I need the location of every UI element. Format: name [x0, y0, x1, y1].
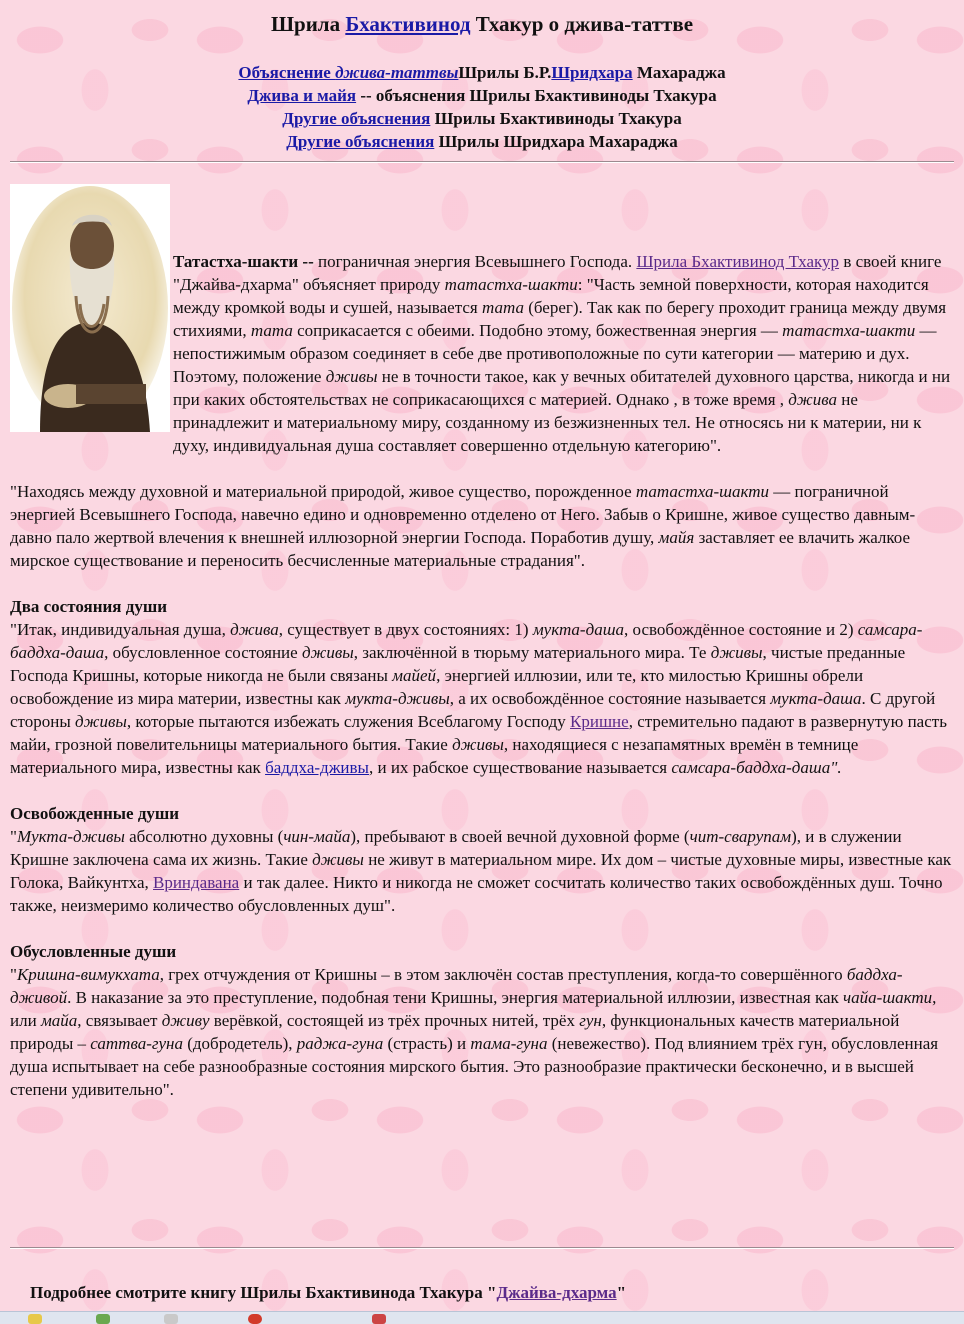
article-body — [10, 184, 954, 1124]
taskbar — [0, 1311, 964, 1324]
nav-line-3: Другие объяснения Шрилы Бхактивиноды Тхакура — [282, 109, 682, 128]
section-liberated-souls: Освобожденные души "Мукта-дживы абсолютно духовны (чин-майа), пребывают в своей вечной духовной форме (чит-сварупам), и в служении Кришне заключена сама их жизнь. Такие дживы не живут в материальном мире. Их дом – чистые духовные миры, известные как Голока, Вайкунтха, Вриндавана и так далее. Никто и никогда не сможет сосчитать количество таких освобождённых душ. Точно также, неизмеримо количество обусловленных душ". — [10, 802, 954, 917]
nav-link-sridhara[interactable]: Шридхара — [551, 63, 633, 82]
divider-bottom — [10, 1247, 954, 1249]
nav-link-jiva-tattva[interactable]: Объяснение джива-таттвы — [238, 63, 459, 82]
section-heading-conditioned: Обусловленные души — [10, 942, 177, 961]
section-conditioned-souls: Обусловленные души "Кришна-вимукхата, грех отчуждения от Кришны – в этом заключён состав преступления, когда-то совершённого баддха-дживой. В наказание за это преступление, подобная тени Кришны, энергия материальной иллюзии, известная как чайа-шакти, или майа, связывает дживу верёвкой, состоящей из трёх прочных нитей, трёх гун, функциональных качеств материальной природы – саттва-гуна (добродетель), раджа-гуна (страсть) и тама-гуна (невежество). Под влиянием трёх гун, обусловленная душа испытывает на себе разнообразные состояния мирского бытия. Это разнообразие практически бесконечно, и в высшей степени удивительно". — [10, 940, 954, 1101]
section-heading-two-states: Два состояния души — [10, 597, 168, 616]
page-title: Шрила Бхактивинод Тхакур о джива-таттве — [270, 12, 694, 36]
nav-link-other-bhaktivinod[interactable]: Другие объяснения — [282, 109, 431, 128]
footer-note: Подробнее смотрите книгу Шрилы Бхактивинода Тхакура "Джайва-дхарма" — [30, 1283, 627, 1302]
nav-links — [0, 61, 964, 153]
link-vrindavana[interactable]: Вриндавана — [153, 873, 240, 892]
section-heading-liberated: Освобожденные души — [10, 804, 180, 823]
paragraph-tatastha: "Находясь между духовной и материальной природой, живое существо, порожденное татастха-шакти — пограничной энергией Всевышнего Господа, навечно едино и одновременно отделено от Него. Забыв о Кришне, живое существо давным-давно пало жертвой влечения к внешней иллюзорной энергии Господа. Поработив душу, майя заставляет ее влачить жалкое мирское существование и переносить бесчисленные материальные страдания". — [10, 482, 916, 570]
link-krishna[interactable]: Кришне — [570, 712, 629, 731]
link-bhaktivinod-thakur[interactable]: Шрила Бхактивинод Тхакур — [636, 252, 840, 271]
link-baddha-jiva[interactable]: баддха-дживы — [265, 758, 369, 777]
nav-link-other-sridhara[interactable]: Другие объяснения — [286, 132, 435, 151]
section-two-states: Два состояния души "Итак, индивидуальная душа, джива, существует в двух состояниях: 1) мукта-даша, освобождённое состояние и 2) самсара-баддха-даша, обусловленное состояние дживы, заключённой в тюрьму материального мира. Те дживы, чистые преданные Господа Кришны, которые никогда не были связаны майей, энергией иллюзии, или те, кто милостью Кришны обрели освобождение из мира материи, известны как мукта-дживы, а их освобождённое состояние называется мукта-даша. С другой стороны дживы, которые пытаются избежать служения Всеблагому Господу Кришне, стремительно падают в развернутую пасть майи, грозной повелительницы материального бытия. Такие дживы, находящиеся с незапамятных времён в темнице материального мира, известны как баддха-дживы, и их рабское существование называется самсара-баддха-даша". — [10, 595, 954, 779]
nav-line-1: Объяснение джива-таттвыШрилы Б.Р.Шридхара Махараджа — [238, 63, 726, 82]
nav-line-4: Другие объяснения Шрилы Шридхара Махараджа — [286, 132, 678, 151]
nav-link-jiva-maya[interactable]: Джива и майя — [247, 86, 357, 105]
intro-paragraph: Татастха-шакти -- пограничная энергия Всевышнего Господа. Шрила Бхактивинод Тхакур в своей книге "Джайва-дхарма" объясняет природу татастха-шакти: "Часть земной поверхности, которая находится между кромкой воды и сушей, называется тата (берег). Так как по берегу проходит граница между двумя стихиями, тата соприкасается с обеими. Подобно этому, божественная энергия — татастха-шакти — непостижимым образом соединяет в себе две противоположные по сути категории — материю и дух. Поэтому, положение дживы не в точности такое, как у вечных обитателей духовного царства, никогда и ни при каких обстоятельствах не соприкасающихся с материей. Однако , в тоже время , джива не принадлежит и материальному миру, созданному из безжизненных тел. Не относясь ни к материи, ни к духу, индивидуальная душа составляет совершенно отдельную категорию". — [173, 252, 951, 455]
link-jaiva-dharma[interactable]: Джайва-дхарма — [496, 1283, 617, 1302]
title-link-bhaktivinod[interactable]: Бхактивинод — [345, 12, 471, 36]
divider-top — [10, 161, 954, 163]
nav-line-2: Джива и майя -- объяснения Шрилы Бхактивиноды Тхакура — [247, 86, 717, 105]
